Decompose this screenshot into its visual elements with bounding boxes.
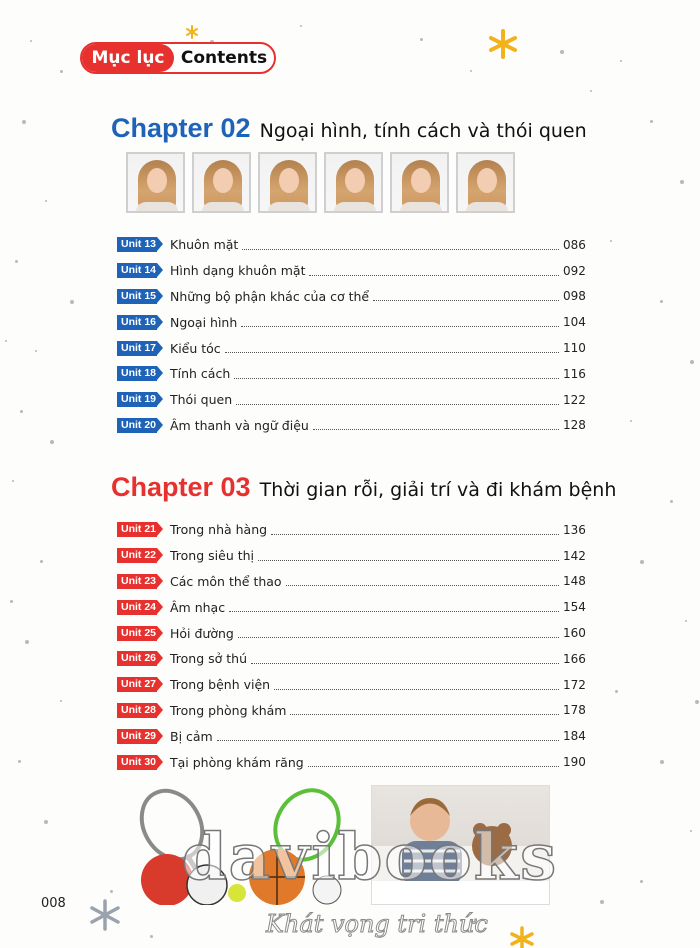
contents-label-vn: Mục lục	[82, 44, 174, 72]
unit-row[interactable]	[117, 387, 585, 413]
unit-badge: Unit 30	[117, 755, 157, 770]
unit-page-number: 086	[563, 237, 586, 252]
unit-badge: Unit 16	[117, 315, 157, 330]
contents-label-en: Contents	[180, 48, 268, 68]
unit-row[interactable]	[117, 594, 585, 620]
unit-row[interactable]	[117, 569, 585, 595]
unit-row[interactable]	[117, 543, 585, 569]
unit-page-number: 148	[563, 574, 586, 589]
dot-leader	[238, 628, 559, 638]
unit-badge: Unit 28	[117, 703, 157, 718]
unit-list	[117, 517, 585, 775]
unit-page-number: 104	[563, 315, 586, 330]
unit-title: Trong siêu thị	[170, 548, 255, 564]
unit-page-number: 142	[563, 548, 586, 563]
face-photo	[126, 152, 185, 213]
face-photo	[390, 152, 449, 213]
star-icon	[88, 898, 122, 932]
unit-badge: Unit 18	[117, 366, 157, 381]
unit-row[interactable]	[117, 517, 585, 543]
unit-page-number: 092	[563, 263, 586, 278]
dot-leader	[308, 757, 559, 767]
watermark-slogan: Khát vọng tri thức	[266, 910, 488, 938]
chapter-heading	[111, 113, 587, 144]
dot-leader	[286, 576, 559, 586]
dot-leader	[309, 266, 559, 276]
unit-page-number: 154	[563, 600, 586, 615]
page-number: 008	[41, 896, 66, 911]
unit-title: Thói quen	[170, 392, 233, 408]
unit-row[interactable]	[117, 620, 585, 646]
unit-badge: Unit 15	[117, 289, 157, 304]
unit-list	[117, 232, 585, 438]
dot-leader	[225, 343, 559, 353]
unit-badge: Unit 22	[117, 548, 157, 563]
unit-page-number: 172	[563, 677, 586, 692]
star-icon	[509, 926, 535, 948]
unit-badge: Unit 13	[117, 237, 157, 252]
face-photo	[192, 152, 251, 213]
unit-row[interactable]	[117, 309, 585, 335]
unit-badge: Unit 27	[117, 677, 157, 692]
unit-page-number: 160	[563, 626, 586, 641]
dot-leader	[236, 395, 559, 405]
unit-row[interactable]	[117, 258, 585, 284]
dot-leader	[234, 369, 559, 379]
chapter-title: Ngoại hình, tính cách và thói quen	[259, 120, 587, 142]
dot-leader	[373, 291, 559, 301]
dot-leader	[217, 731, 559, 741]
face-photo-strip	[126, 152, 515, 213]
unit-badge: Unit 26	[117, 651, 157, 666]
unit-title: Tính cách	[170, 366, 231, 382]
unit-title: Khuôn mặt	[170, 237, 239, 253]
face-photo	[258, 152, 317, 213]
unit-title: Trong bệnh viện	[170, 677, 271, 693]
unit-badge: Unit 24	[117, 600, 157, 615]
unit-row[interactable]	[117, 749, 585, 775]
unit-page-number: 110	[563, 341, 586, 356]
unit-badge: Unit 19	[117, 392, 157, 407]
unit-page-number: 098	[563, 289, 586, 304]
chapter-label: Chapter 03	[111, 472, 251, 502]
dot-leader	[258, 551, 559, 561]
unit-page-number: 128	[563, 418, 586, 433]
unit-row[interactable]	[117, 284, 585, 310]
star-icon	[487, 28, 519, 60]
dot-leader	[229, 602, 559, 612]
unit-title: Trong nhà hàng	[170, 522, 268, 538]
unit-badge: Unit 23	[117, 574, 157, 589]
unit-title: Kiểu tóc	[170, 340, 221, 356]
watermark-logo: davibooks	[181, 820, 559, 895]
unit-title: Bị cảm	[170, 728, 213, 744]
unit-row[interactable]	[117, 335, 585, 361]
contents-header	[80, 42, 276, 74]
unit-page-number: 190	[563, 755, 586, 770]
star-icon	[185, 25, 199, 39]
unit-badge: Unit 21	[117, 522, 157, 537]
unit-badge: Unit 17	[117, 341, 157, 356]
dot-leader	[241, 317, 559, 327]
unit-title: Các môn thể thao	[170, 573, 282, 589]
unit-title: Ngoại hình	[170, 314, 238, 330]
unit-page-number: 136	[563, 522, 586, 537]
unit-page-number: 122	[563, 392, 586, 407]
unit-row[interactable]	[117, 413, 585, 439]
face-photo	[456, 152, 515, 213]
chapter-heading	[111, 472, 616, 503]
unit-title: Tại phòng khám răng	[170, 754, 304, 770]
unit-row[interactable]	[117, 723, 585, 749]
unit-badge: Unit 20	[117, 418, 157, 433]
face-photo	[324, 152, 383, 213]
unit-badge: Unit 25	[117, 626, 157, 641]
unit-row[interactable]	[117, 672, 585, 698]
unit-page-number: 178	[563, 703, 586, 718]
unit-badge: Unit 29	[117, 729, 157, 744]
unit-row[interactable]	[117, 232, 585, 258]
unit-title: Trong phòng khám	[170, 702, 287, 718]
unit-title: Âm nhạc	[170, 599, 226, 615]
dot-leader	[251, 654, 559, 664]
dot-leader	[271, 525, 559, 535]
dot-leader	[242, 240, 559, 250]
unit-page-number: 166	[563, 651, 586, 666]
unit-title: Trong sở thú	[170, 651, 248, 667]
chapter-title: Thời gian rỗi, giải trí và đi khám bệnh	[259, 479, 617, 501]
unit-title: Những bộ phận khác của cơ thể	[170, 288, 370, 304]
unit-title: Hỏi đường	[170, 625, 234, 641]
unit-page-number: 184	[563, 729, 586, 744]
unit-title: Âm thanh và ngữ điệu	[170, 417, 309, 433]
dot-leader	[274, 680, 559, 690]
unit-title: Hình dạng khuôn mặt	[170, 263, 306, 279]
unit-page-number: 116	[563, 366, 586, 381]
unit-badge: Unit 14	[117, 263, 157, 278]
unit-row[interactable]	[117, 698, 585, 724]
unit-row[interactable]	[117, 361, 585, 387]
dot-leader	[313, 420, 559, 430]
unit-row[interactable]	[117, 646, 585, 672]
dot-leader	[290, 705, 559, 715]
chapter-label: Chapter 02	[111, 113, 251, 143]
